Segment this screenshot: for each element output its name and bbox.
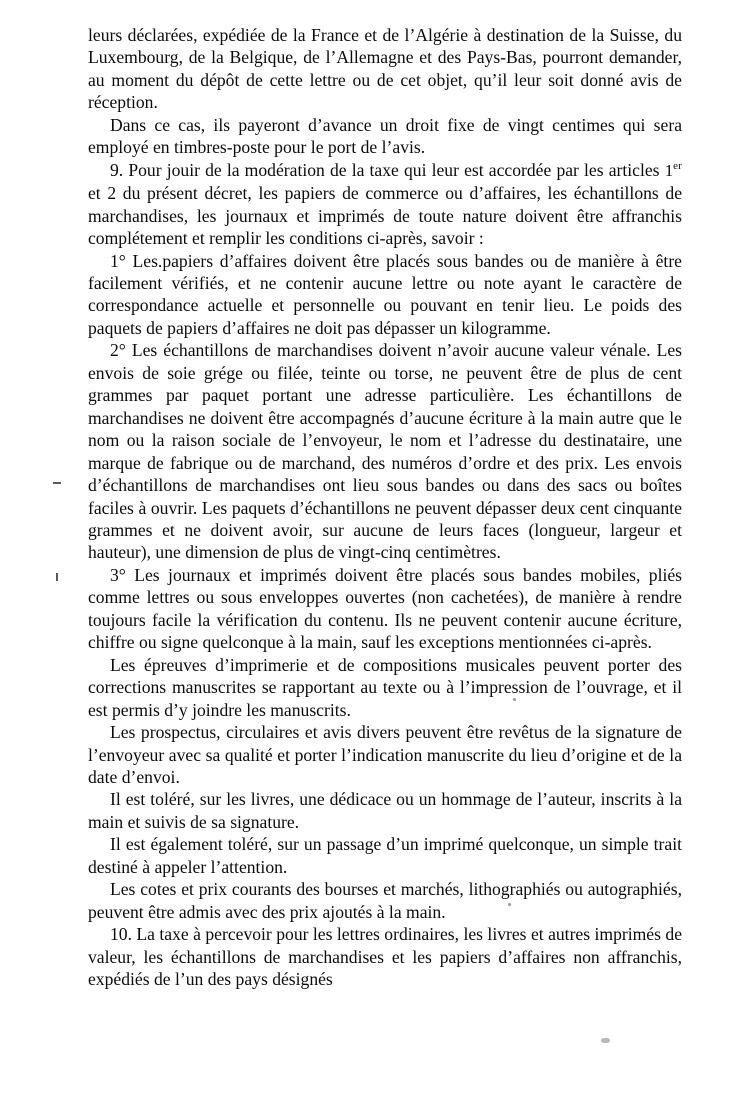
paragraph-cotes-prix-courants: Les cotes et prix courants des bourses et marchés, lithographiés ou autographiés, peuvent être admis avec des prix ajoutés à la main. bbox=[88, 879, 682, 922]
margin-speck-dash bbox=[53, 482, 61, 484]
inline-speck-dot bbox=[513, 698, 516, 701]
paragraph-epreuves-imprimerie: Les épreuves d’imprimerie et de compositions musicales peuvent porter des corrections manuscrites se rapportant au texte ou à l’impression de l’ouvrage, et il est permis d’y joindre les manuscrits. bbox=[88, 654, 682, 720]
margin-speck-tick bbox=[56, 573, 58, 581]
article-ordinal-suffix: er bbox=[673, 159, 682, 172]
article-9-trailing-text: et 2 du présent décret, les papiers de commerce ou d’affaires, les échantillons de marchandises, les journaux et imprimés de toute nature doivent être affranchis complétement et remplir les conditions ci-après, savoir : bbox=[88, 183, 682, 249]
bottom-edge-smudge bbox=[601, 1038, 610, 1043]
article-9-lead-text: 9. Pour jouir de la modération de la taxe qui leur est accordée par les articles bbox=[110, 159, 665, 180]
paragraph-article-9 bbox=[88, 159, 682, 250]
paragraph-opening-continuation: leurs déclarées, expédiée de la France et de l’Algérie à destination de la Suisse, du Luxembourg, de la Belgique, de l’Allemagne et des Pays-Bas, pourront demander, au moment du dépôt de cette lettre ou de cet objet, qu’il leur soit donné avis de réception. bbox=[88, 25, 682, 113]
paragraph-clause-1: 1° Les.papiers d’affaires doivent être placés sous bandes ou de manière à être facilement vérifiés, et ne contenir aucune lettre ou note ayant le caractère de correspondance actuelle et personnelle ou pouvant en tenir lieu. Le poids des paquets de papiers d’affaires ne doit pas dépasser un kilogramme. bbox=[88, 250, 682, 338]
text-column bbox=[88, 24, 682, 990]
paragraph-dedicace-livres: Il est toléré, sur les livres, une dédicace ou un hommage de l’auteur, inscrits à la main et suivis de sa signature. bbox=[88, 789, 682, 832]
paragraph-article-10: 10. La taxe à percevoir pour les lettres ordinaires, les livres et autres imprimés de valeur, les échantillons de marchandises et les papiers d’affaires non affranchis, expédiés de l’un des pays désignés bbox=[88, 924, 682, 990]
inline-speck-dot-secondary bbox=[508, 903, 511, 906]
paragraph-dans-ce-cas: Dans ce cas, ils payeront d’avance un droit fixe de vingt centimes qui sera employé en timbres-poste pour le port de l’avis. bbox=[88, 114, 682, 158]
paragraph-trait-attention: Il est également toléré, sur un passage d’un imprimé quelconque, un simple trait destiné à appeler l’attention. bbox=[88, 834, 682, 877]
paragraph-prospectus: Les prospectus, circulaires et avis divers peuvent être revêtus de la signature de l’envoyeur avec sa qualité et porter l’indication manuscrite du lieu d’origine et de la date d’envoi. bbox=[88, 722, 682, 787]
article-ordinal-number: 1 bbox=[664, 160, 674, 180]
paragraph-clause-3: 3° Les journaux et imprimés doivent être placés sous bandes mobiles, pliés comme lettres ou sous enveloppes ouvertes (non cachetées), de manière à rendre toujours facile la vérification du contenu. Ils ne peuvent contenir aucune écriture, chiffre ou signe quelconque à la main, sauf les exceptions mentionnées ci-après. bbox=[88, 564, 682, 653]
paragraph-clause-2: 2° Les échantillons de marchandises doivent n’avoir aucune valeur vénale. Les envois de soie grége ou filée, teinte ou torse, ne peuvent être de plus de cent grammes par paquet portant une adresse particulière. Les échantillons de marchandises ne doivent être accompagnés d’aucune écriture à la main autre que le nom ou la raison sociale de l’envoyeur, le nom et l’adresse du destinataire, une marque de fabrique ou de marchand, des numéros d’ordre et des prix. Les envois d’échantillons de marchandises ont lieu sous bandes ou dans des sacs ou boîtes faciles à ouvrir. Les paquets d’échantillons ne peuvent dépasser deux cent cinquante grammes et ne doivent avoir, sur aucune de leurs faces (longueur, largeur et hauteur), une dimension de plus de vingt-cinq centimètres. bbox=[88, 340, 682, 563]
